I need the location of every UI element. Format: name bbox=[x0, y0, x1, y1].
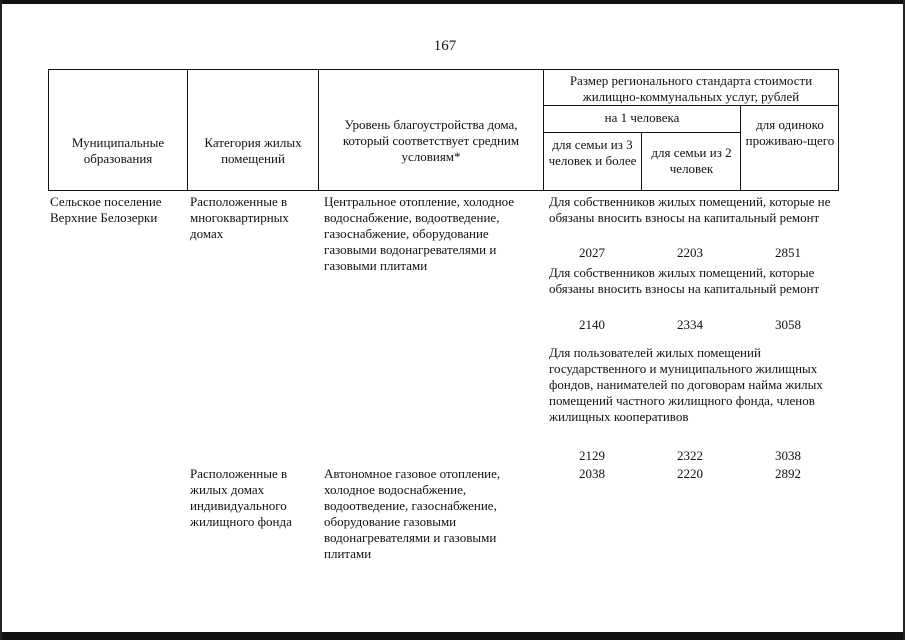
value-single-individual: 2892 bbox=[775, 466, 801, 481]
value-single-users: 3038 bbox=[775, 448, 801, 463]
value-family2-owners-no-capital: 2203 bbox=[677, 245, 703, 260]
category-individual-houses: Расположенные в жилых домах индивидуального жилищного фонда bbox=[190, 466, 292, 529]
value-family2-individual: 2220 bbox=[677, 466, 703, 481]
value-single-owners-no-capital: 2851 bbox=[775, 245, 801, 260]
header-family-2: для семьи из 2 человек bbox=[651, 145, 732, 176]
note-owners-no-capital-repair: Для собственников жилых помещений, которые не обязаны вносить взносы на капитальный ремонт bbox=[549, 194, 831, 225]
scan-top-border bbox=[0, 0, 905, 4]
value-family3-owners-no-capital: 2027 bbox=[579, 245, 605, 260]
value-family3-owners-capital: 2140 bbox=[579, 317, 605, 332]
value-family3-users: 2129 bbox=[579, 448, 605, 463]
municipality-name: Сельское поселение Верхние Белозерки bbox=[50, 194, 162, 225]
header-per-person: на 1 человека bbox=[604, 110, 680, 125]
header-level: Уровень благоустройства дома, который соответствует средним условиям* bbox=[342, 117, 520, 164]
scan-bottom-border bbox=[0, 632, 905, 640]
header-municipality: Муниципальные образования bbox=[71, 135, 165, 166]
level-individual-houses: Автономное газовое отопление, холодное водоснабжение, водоотведение, газоснабжение, оборудование газовыми водонагревателями и газовыми плитами bbox=[324, 466, 501, 561]
header-family-3plus: для семьи из 3 человек и более bbox=[548, 137, 637, 168]
header-standard-group: Размер регионального стандарта стоимости жилищно-коммунальных услуг, рублей bbox=[569, 73, 813, 104]
category-apartment-buildings: Расположенные в многоквартирных домах bbox=[190, 194, 289, 241]
level-apartment-buildings: Центральное отопление, холодное водоснабжение, водоотведение, газоснабжение, оборудование газовыми водонагревателями и газовыми плитами bbox=[324, 194, 515, 273]
value-family2-owners-capital: 2334 bbox=[677, 317, 703, 332]
value-family2-users: 2322 bbox=[677, 448, 703, 463]
header-single: для одиноко проживаю-щего bbox=[745, 117, 835, 148]
value-family3-individual: 2038 bbox=[579, 466, 605, 481]
note-owners-with-capital-repair: Для собственников жилых помещений, которые обязаны вносить взносы на капитальный ремонт bbox=[549, 265, 820, 296]
page-number: 167 bbox=[433, 38, 457, 54]
header-category: Категория жилых помещений bbox=[204, 135, 302, 166]
scan-left-edge bbox=[0, 0, 2, 640]
note-users-state-municipal: Для пользователей жилых помещений государственного и муниципального жилищных фондов, нанимателей по договорам найма жилых помещений частного жилищного фонда, членов жилищных кооперативов bbox=[549, 345, 823, 424]
value-single-owners-capital: 3058 bbox=[775, 317, 801, 332]
